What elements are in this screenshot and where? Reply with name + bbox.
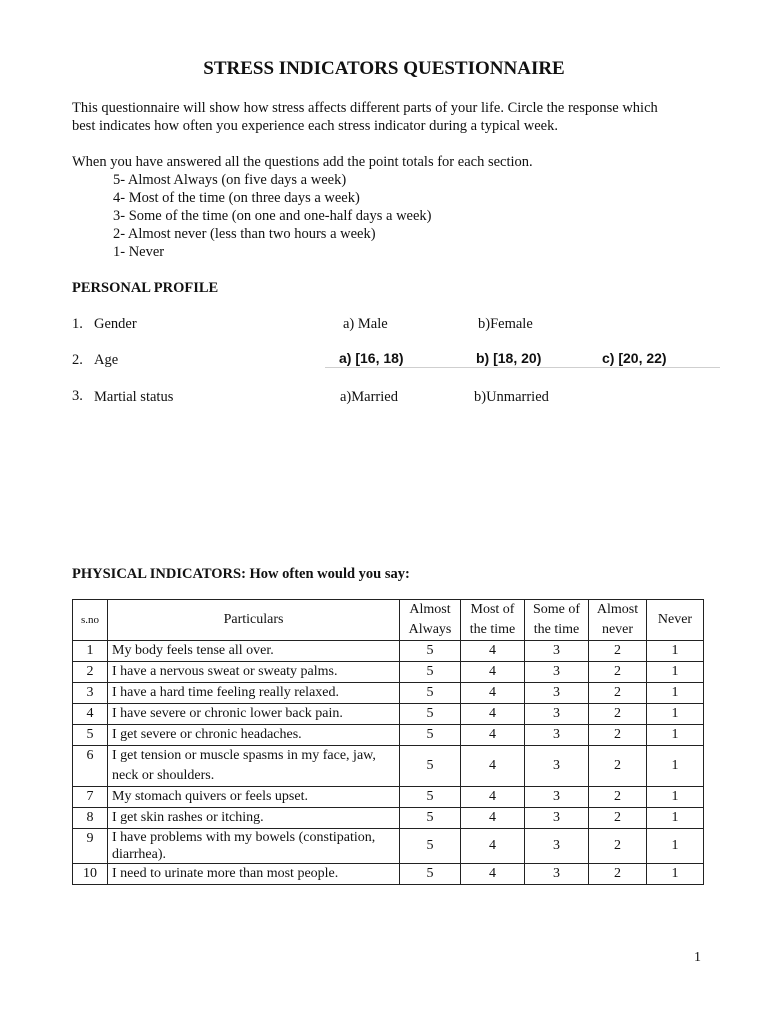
profile-num: 1. xyxy=(72,316,83,332)
physical-indicators-table xyxy=(72,599,704,885)
score-1[interactable]: 1 xyxy=(647,725,704,746)
col-label: Almost xyxy=(596,602,639,617)
table-row xyxy=(73,704,704,725)
row-particular: I get severe or chronic headaches. xyxy=(108,725,400,746)
intro-line-1: This questionnaire will show how stress affects different parts of your life. Circle the response which xyxy=(72,100,658,116)
col-almost-always xyxy=(400,600,461,641)
score-2[interactable]: 2 xyxy=(589,829,647,864)
profile-num: 2. xyxy=(72,352,83,368)
table-row xyxy=(73,787,704,808)
col-label: Always xyxy=(408,622,452,637)
table-row xyxy=(73,746,704,787)
score-2[interactable]: 2 xyxy=(589,683,647,704)
score-2[interactable]: 2 xyxy=(589,808,647,829)
score-2[interactable]: 2 xyxy=(589,746,647,787)
score-1[interactable]: 1 xyxy=(647,787,704,808)
score-3[interactable]: 3 xyxy=(525,641,589,662)
intro-instruction: When you have answered all the questions add the point totals for each section. xyxy=(72,154,533,170)
score-4[interactable]: 4 xyxy=(461,641,525,662)
score-5[interactable]: 5 xyxy=(400,808,461,829)
row-particular: I have severe or chronic lower back pain. xyxy=(108,704,400,725)
row-number: 10 xyxy=(73,864,108,885)
col-label: the time xyxy=(533,622,580,637)
score-5[interactable]: 5 xyxy=(400,662,461,683)
score-3[interactable]: 3 xyxy=(525,808,589,829)
col-label: Almost xyxy=(409,602,451,617)
option-age-20-22[interactable]: c) [20, 22) xyxy=(602,350,667,366)
row-particular: My stomach quivers or feels upset. xyxy=(108,787,400,808)
option-male[interactable]: a) Male xyxy=(343,316,388,332)
score-4[interactable]: 4 xyxy=(461,725,525,746)
scale-item: 1- Never xyxy=(113,244,165,260)
page-number: 1 xyxy=(694,950,701,965)
profile-num: 3. xyxy=(72,388,83,404)
row-particular: I need to urinate more than most people. xyxy=(108,864,400,885)
table-row xyxy=(73,808,704,829)
profile-heading: PERSONAL PROFILE xyxy=(72,280,219,296)
score-5[interactable]: 5 xyxy=(400,683,461,704)
score-4[interactable]: 4 xyxy=(461,808,525,829)
score-5[interactable]: 5 xyxy=(400,787,461,808)
score-1[interactable]: 1 xyxy=(647,808,704,829)
col-almost-never xyxy=(589,600,647,641)
score-4[interactable]: 4 xyxy=(461,746,525,787)
col-label: Most of xyxy=(470,602,515,617)
row-number: 8 xyxy=(73,808,108,829)
row-number: 5 xyxy=(73,725,108,746)
physical-heading: PHYSICAL INDICATORS: How often would you say: xyxy=(72,566,410,582)
score-3[interactable]: 3 xyxy=(525,829,589,864)
score-3[interactable]: 3 xyxy=(525,662,589,683)
score-1[interactable]: 1 xyxy=(647,746,704,787)
col-most-of-the-time xyxy=(461,600,525,641)
score-2[interactable]: 2 xyxy=(589,662,647,683)
score-2[interactable]: 2 xyxy=(589,864,647,885)
table-row xyxy=(73,725,704,746)
scale-item: 4- Most of the time (on three days a week) xyxy=(113,190,360,206)
score-5[interactable]: 5 xyxy=(400,641,461,662)
score-1[interactable]: 1 xyxy=(647,829,704,864)
row-particular: I get tension or muscle spasms in my face, jaw, neck or shoulders. xyxy=(108,746,400,787)
score-1[interactable]: 1 xyxy=(647,662,704,683)
score-3[interactable]: 3 xyxy=(525,864,589,885)
col-never: Never xyxy=(647,600,704,641)
table-row xyxy=(73,662,704,683)
table-header-row xyxy=(73,600,704,641)
row-number: 9 xyxy=(73,829,108,864)
scale-item: 2- Almost never (less than two hours a week) xyxy=(113,226,376,242)
divider xyxy=(325,367,720,368)
score-4[interactable]: 4 xyxy=(461,864,525,885)
profile-label-age: Age xyxy=(94,352,119,368)
score-4[interactable]: 4 xyxy=(461,829,525,864)
score-1[interactable]: 1 xyxy=(647,683,704,704)
scale-item: 5- Almost Always (on five days a week) xyxy=(113,172,347,188)
score-1[interactable]: 1 xyxy=(647,864,704,885)
score-2[interactable]: 2 xyxy=(589,787,647,808)
table-row xyxy=(73,864,704,885)
row-particular: My body feels tense all over. xyxy=(108,641,400,662)
col-particulars: Particulars xyxy=(108,600,400,641)
score-2[interactable]: 2 xyxy=(589,725,647,746)
score-5[interactable]: 5 xyxy=(400,746,461,787)
score-5[interactable]: 5 xyxy=(400,864,461,885)
row-number: 1 xyxy=(73,641,108,662)
table-row xyxy=(73,641,704,662)
table-row xyxy=(73,829,704,864)
row-number: 7 xyxy=(73,787,108,808)
option-married[interactable]: a)Married xyxy=(340,389,398,405)
option-female[interactable]: b)Female xyxy=(478,316,533,332)
scale-item: 3- Some of the time (on one and one-half days a week) xyxy=(113,208,432,224)
intro-line-2: best indicates how often you experience each stress indicator during a typical week. xyxy=(72,118,558,134)
score-3[interactable]: 3 xyxy=(525,683,589,704)
row-number: 6 xyxy=(73,746,108,787)
row-number: 4 xyxy=(73,704,108,725)
score-5[interactable]: 5 xyxy=(400,704,461,725)
option-age-18-20[interactable]: b) [18, 20) xyxy=(476,350,542,366)
page-title: STRESS INDICATORS QUESTIONNAIRE xyxy=(203,58,565,79)
score-4[interactable]: 4 xyxy=(461,662,525,683)
score-5[interactable]: 5 xyxy=(400,725,461,746)
score-3[interactable]: 3 xyxy=(525,746,589,787)
col-sno: s.no xyxy=(73,600,108,641)
score-3[interactable]: 3 xyxy=(525,787,589,808)
profile-label-marital: Martial status xyxy=(94,389,174,405)
option-unmarried[interactable]: b)Unmarried xyxy=(474,389,549,405)
score-3[interactable]: 3 xyxy=(525,704,589,725)
row-number: 2 xyxy=(73,662,108,683)
col-label: Some of xyxy=(532,602,581,617)
score-2[interactable]: 2 xyxy=(589,704,647,725)
profile-label-gender: Gender xyxy=(94,316,137,332)
row-number: 3 xyxy=(73,683,108,704)
score-1[interactable]: 1 xyxy=(647,641,704,662)
table-row xyxy=(73,683,704,704)
score-5[interactable]: 5 xyxy=(400,829,461,864)
row-particular: I have a nervous sweat or sweaty palms. xyxy=(108,662,400,683)
option-age-16-18[interactable]: a) [16, 18) xyxy=(339,350,404,366)
score-2[interactable]: 2 xyxy=(589,641,647,662)
row-particular: I have problems with my bowels (constipation, diarrhea). xyxy=(108,829,400,864)
col-label: the time xyxy=(469,622,516,637)
col-some-of-the-time xyxy=(525,600,589,641)
score-4[interactable]: 4 xyxy=(461,704,525,725)
row-particular: I get skin rashes or itching. xyxy=(108,808,400,829)
col-label: never xyxy=(601,622,634,637)
score-4[interactable]: 4 xyxy=(461,787,525,808)
score-4[interactable]: 4 xyxy=(461,683,525,704)
score-3[interactable]: 3 xyxy=(525,725,589,746)
score-1[interactable]: 1 xyxy=(647,704,704,725)
row-particular: I have a hard time feeling really relaxed. xyxy=(108,683,400,704)
